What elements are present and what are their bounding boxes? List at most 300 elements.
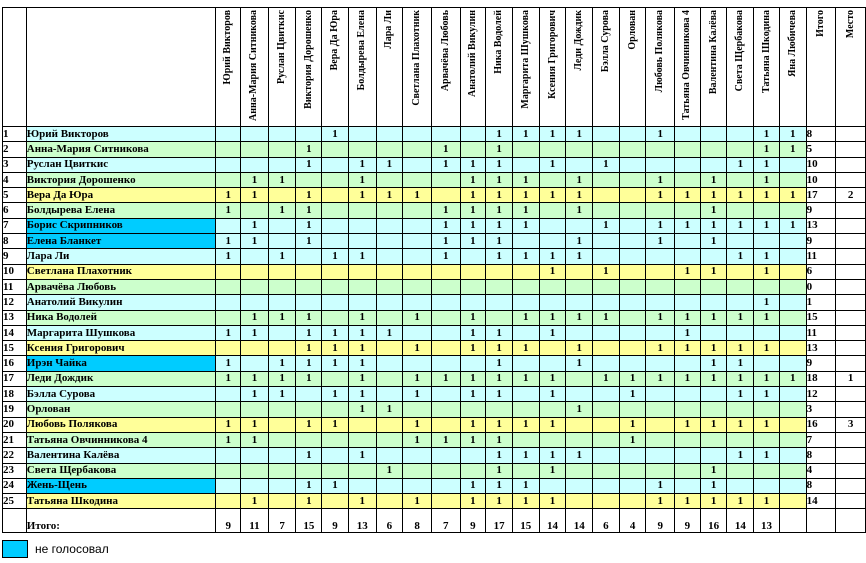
vote-cell: 1: [619, 387, 646, 402]
vote-cell: [322, 494, 349, 509]
vote-cell: 1: [403, 341, 432, 356]
vote-cell: [675, 249, 701, 264]
vote-cell: 1: [539, 448, 566, 463]
vote-cell: 1: [675, 417, 701, 432]
vote-cell: [241, 264, 269, 279]
vote-cell: [376, 478, 403, 493]
vote-cell: 1: [486, 387, 513, 402]
vote-cell: 1: [700, 218, 727, 233]
vote-cell: [675, 432, 701, 447]
vote-cell: [566, 494, 593, 509]
table-row: [3, 432, 866, 447]
column-header: [216, 8, 241, 127]
vote-cell: [376, 203, 403, 218]
row-place: [836, 234, 866, 249]
row-total: 8: [806, 448, 836, 463]
vote-cell: [403, 325, 432, 340]
vote-cell: [216, 157, 241, 172]
vote-cell: [727, 264, 754, 279]
vote-cell: [216, 341, 241, 356]
vote-cell: 1: [539, 249, 566, 264]
vote-cell: [431, 172, 460, 187]
row-total: 12: [806, 387, 836, 402]
vote-cell: 1: [296, 157, 322, 172]
row-total: 9: [806, 234, 836, 249]
vote-cell: 1: [754, 341, 780, 356]
participant-name: Болдырева Елена: [26, 203, 216, 218]
totals-number-cell: [3, 509, 27, 533]
vote-cell: 1: [539, 325, 566, 340]
vote-cell: 1: [403, 188, 432, 203]
vote-cell: 1: [675, 264, 701, 279]
vote-cell: [646, 295, 675, 310]
vote-cell: [348, 264, 376, 279]
row-total: 11: [806, 325, 836, 340]
vote-cell: [268, 264, 296, 279]
vote-cell: 1: [700, 264, 727, 279]
vote-cell: [675, 203, 701, 218]
total-header-label: Итого: [814, 10, 826, 37]
vote-cell: 1: [460, 203, 486, 218]
vote-cell: 1: [512, 172, 539, 187]
vote-cell: [566, 295, 593, 310]
row-total: 10: [806, 172, 836, 187]
row-place: [836, 157, 866, 172]
vote-cell: [539, 356, 566, 371]
participant-name: Жень-Щень: [26, 478, 216, 493]
vote-cell: [268, 142, 296, 157]
place-header: [836, 8, 866, 127]
vote-cell: 1: [431, 249, 460, 264]
participant-name: Виктория Дорошенко: [26, 172, 216, 187]
vote-cell: [322, 432, 349, 447]
table-row: [3, 371, 866, 386]
column-header: [779, 8, 806, 127]
vote-cell: [566, 432, 593, 447]
vote-cell: 1: [779, 218, 806, 233]
table-row: [3, 341, 866, 356]
vote-cell: [376, 142, 403, 157]
vote-cell: [675, 157, 701, 172]
header-row: [3, 8, 866, 127]
vote-cell: [675, 172, 701, 187]
row-number: 18: [3, 387, 27, 402]
vote-cell: [216, 172, 241, 187]
vote-cell: [512, 157, 539, 172]
vote-cell: 1: [566, 188, 593, 203]
vote-cell: 1: [241, 234, 269, 249]
column-total: 15: [512, 509, 539, 533]
vote-cell: [619, 279, 646, 294]
column-header: [754, 8, 780, 127]
vote-cell: [779, 494, 806, 509]
vote-cell: 1: [486, 249, 513, 264]
vote-cell: [296, 387, 322, 402]
column-header: [431, 8, 460, 127]
vote-cell: [460, 127, 486, 142]
vote-cell: [593, 279, 620, 294]
vote-cell: [322, 402, 349, 417]
place-header-label: Место: [844, 10, 856, 39]
vote-cell: [216, 142, 241, 157]
vote-cell: 1: [512, 188, 539, 203]
vote-cell: [727, 279, 754, 294]
vote-cell: [486, 402, 513, 417]
vote-cell: [460, 402, 486, 417]
vote-cell: 1: [460, 172, 486, 187]
participant-name: Орлован: [26, 402, 216, 417]
vote-cell: [619, 325, 646, 340]
vote-cell: 1: [539, 494, 566, 509]
vote-cell: [241, 448, 269, 463]
vote-cell: 1: [566, 172, 593, 187]
table-row: [3, 463, 866, 478]
vote-cell: 1: [348, 371, 376, 386]
vote-cell: [403, 402, 432, 417]
vote-cell: [296, 402, 322, 417]
vote-cell: 1: [296, 341, 322, 356]
vote-cell: 1: [727, 188, 754, 203]
vote-cell: [619, 448, 646, 463]
vote-cell: [376, 432, 403, 447]
vote-cell: [268, 157, 296, 172]
row-place: [836, 203, 866, 218]
vote-cell: [593, 188, 620, 203]
vote-cell: 1: [593, 157, 620, 172]
vote-cell: 1: [216, 371, 241, 386]
vote-cell: [241, 249, 269, 264]
vote-cell: 1: [296, 478, 322, 493]
vote-cell: 1: [619, 432, 646, 447]
row-number: 6: [3, 203, 27, 218]
vote-cell: 1: [486, 188, 513, 203]
vote-cell: [268, 234, 296, 249]
vote-cell: [322, 172, 349, 187]
row-number: 2: [3, 142, 27, 157]
column-header: [296, 8, 322, 127]
vote-cell: [675, 279, 701, 294]
vote-cell: 1: [539, 127, 566, 142]
row-place: [836, 432, 866, 447]
row-total: 9: [806, 356, 836, 371]
vote-cell: 1: [403, 371, 432, 386]
vote-cell: [403, 172, 432, 187]
vote-cell: 1: [460, 188, 486, 203]
vote-cell: 1: [241, 432, 269, 447]
row-total: 5: [806, 142, 836, 157]
row-number: 23: [3, 463, 27, 478]
vote-cell: [268, 448, 296, 463]
vote-cell: 1: [216, 325, 241, 340]
table-row: [3, 356, 866, 371]
vote-cell: 1: [593, 310, 620, 325]
vote-cell: [376, 341, 403, 356]
vote-cell: [512, 325, 539, 340]
vote-cell: [619, 234, 646, 249]
table-row: [3, 157, 866, 172]
row-number: 12: [3, 295, 27, 310]
vote-cell: [216, 387, 241, 402]
vote-cell: 1: [486, 203, 513, 218]
vote-cell: [700, 432, 727, 447]
vote-cell: [700, 157, 727, 172]
vote-cell: [727, 295, 754, 310]
column-header-label: Леди Дождик: [573, 10, 585, 71]
vote-cell: [241, 341, 269, 356]
column-total: 4: [619, 509, 646, 533]
vote-cell: [566, 157, 593, 172]
vote-cell: [539, 203, 566, 218]
vote-cell: 1: [348, 157, 376, 172]
vote-cell: [619, 218, 646, 233]
vote-cell: [216, 264, 241, 279]
vote-cell: 1: [460, 387, 486, 402]
vote-cell: [593, 295, 620, 310]
vote-cell: [348, 234, 376, 249]
vote-cell: [779, 402, 806, 417]
vote-cell: 1: [460, 218, 486, 233]
vote-cell: [268, 188, 296, 203]
vote-cell: [539, 234, 566, 249]
vote-cell: 1: [700, 478, 727, 493]
vote-cell: 1: [646, 172, 675, 187]
column-total: 6: [593, 509, 620, 533]
column-header: [376, 8, 403, 127]
vote-cell: 1: [460, 417, 486, 432]
vote-cell: [296, 279, 322, 294]
vote-cell: [754, 203, 780, 218]
column-header-label: Валентина Калёва: [707, 10, 719, 95]
vote-cell: [241, 356, 269, 371]
totals-place-cell: [836, 509, 866, 533]
vote-cell: [216, 494, 241, 509]
vote-cell: [727, 463, 754, 478]
vote-cell: [322, 218, 349, 233]
vote-cell: 1: [700, 172, 727, 187]
vote-cell: 1: [296, 417, 322, 432]
vote-cell: [268, 494, 296, 509]
row-number: 8: [3, 234, 27, 249]
vote-cell: [348, 432, 376, 447]
column-total: 14: [727, 509, 754, 533]
vote-cell: [322, 188, 349, 203]
participant-name: Ника Водолей: [26, 310, 216, 325]
vote-cell: [566, 264, 593, 279]
vote-cell: 1: [268, 203, 296, 218]
vote-cell: 1: [241, 188, 269, 203]
vote-cell: [431, 295, 460, 310]
table-row: [3, 188, 866, 203]
column-header: [727, 8, 754, 127]
participant-name: Ксения Григорович: [26, 341, 216, 356]
vote-cell: [779, 249, 806, 264]
vote-cell: [296, 295, 322, 310]
vote-cell: 1: [675, 371, 701, 386]
vote-cell: [539, 341, 566, 356]
vote-cell: [296, 463, 322, 478]
column-header: [646, 8, 675, 127]
vote-cell: [431, 448, 460, 463]
vote-cell: [322, 463, 349, 478]
vote-cell: 1: [700, 188, 727, 203]
vote-cell: [593, 463, 620, 478]
vote-cell: 1: [322, 356, 349, 371]
column-header-label: Любовь Полякова: [654, 10, 666, 93]
vote-cell: [727, 127, 754, 142]
vote-cell: 1: [727, 448, 754, 463]
row-number: 16: [3, 356, 27, 371]
column-total: 8: [403, 509, 432, 533]
vote-cell: 1: [675, 218, 701, 233]
vote-cell: 1: [754, 249, 780, 264]
vote-cell: 1: [512, 249, 539, 264]
vote-cell: 1: [593, 264, 620, 279]
vote-cell: 1: [593, 218, 620, 233]
participant-name: Любовь Полякова: [26, 417, 216, 432]
vote-cell: [376, 279, 403, 294]
vote-cell: [700, 448, 727, 463]
vote-cell: 1: [539, 371, 566, 386]
column-header-label: Татьяна Шкодина: [760, 10, 772, 93]
vote-cell: 1: [322, 249, 349, 264]
vote-cell: [754, 234, 780, 249]
vote-cell: [619, 203, 646, 218]
vote-cell: 1: [268, 172, 296, 187]
column-header-label: Светлана Плахотник: [411, 10, 423, 106]
vote-cell: [376, 448, 403, 463]
row-place: [836, 356, 866, 371]
vote-cell: [512, 279, 539, 294]
vote-cell: [566, 371, 593, 386]
vote-cell: 1: [539, 188, 566, 203]
column-total: 7: [268, 509, 296, 533]
vote-cell: [431, 188, 460, 203]
vote-cell: 1: [486, 157, 513, 172]
vote-cell: [268, 341, 296, 356]
vote-cell: 1: [431, 432, 460, 447]
table-row: [3, 203, 866, 218]
vote-cell: 1: [754, 494, 780, 509]
vote-cell: 1: [566, 448, 593, 463]
vote-cell: [268, 279, 296, 294]
row-total: 14: [806, 494, 836, 509]
table-row: [3, 295, 866, 310]
vote-cell: [348, 417, 376, 432]
vote-cell: [566, 142, 593, 157]
vote-cell: [268, 127, 296, 142]
vote-cell: [241, 478, 269, 493]
vote-cell: [727, 142, 754, 157]
vote-cell: [593, 478, 620, 493]
row-number: 21: [3, 432, 27, 447]
column-header: [403, 8, 432, 127]
vote-cell: [376, 172, 403, 187]
results-table-wrapper: [2, 7, 866, 533]
vote-cell: [431, 325, 460, 340]
vote-cell: 1: [486, 127, 513, 142]
vote-cell: [403, 203, 432, 218]
vote-cell: [348, 295, 376, 310]
vote-cell: 1: [646, 234, 675, 249]
vote-cell: [675, 478, 701, 493]
vote-cell: [675, 448, 701, 463]
vote-cell: [727, 325, 754, 340]
column-header-label: Орлован: [626, 10, 638, 50]
vote-cell: [646, 402, 675, 417]
vote-cell: [727, 478, 754, 493]
row-number: 4: [3, 172, 27, 187]
vote-cell: [619, 463, 646, 478]
vote-cell: 1: [296, 356, 322, 371]
vote-cell: [296, 172, 322, 187]
row-place: [836, 402, 866, 417]
vote-cell: 1: [486, 417, 513, 432]
vote-cell: [539, 172, 566, 187]
vote-cell: [646, 325, 675, 340]
vote-cell: 1: [727, 218, 754, 233]
vote-cell: 1: [539, 463, 566, 478]
vote-cell: 1: [646, 310, 675, 325]
header-number-cell: [3, 8, 27, 127]
vote-cell: [619, 188, 646, 203]
row-total: 4: [806, 463, 836, 478]
vote-cell: [593, 325, 620, 340]
vote-cell: 1: [460, 157, 486, 172]
column-header-label: Руслан Цвиткис: [276, 10, 288, 84]
vote-cell: 1: [268, 356, 296, 371]
vote-cell: 1: [512, 310, 539, 325]
row-number: 3: [3, 157, 27, 172]
vote-cell: 1: [322, 325, 349, 340]
column-header-label: Бэлла Сурова: [599, 10, 611, 73]
vote-cell: [241, 463, 269, 478]
vote-cell: [675, 402, 701, 417]
vote-cell: 1: [348, 341, 376, 356]
vote-cell: 1: [727, 494, 754, 509]
column-total: 7: [431, 509, 460, 533]
vote-cell: 1: [348, 249, 376, 264]
vote-cell: 1: [566, 249, 593, 264]
vote-cell: [700, 387, 727, 402]
vote-cell: 1: [675, 341, 701, 356]
vote-cell: [539, 142, 566, 157]
row-place: [836, 172, 866, 187]
vote-cell: [322, 157, 349, 172]
vote-cell: 1: [700, 463, 727, 478]
vote-cell: [754, 356, 780, 371]
vote-cell: [268, 478, 296, 493]
row-number: 20: [3, 417, 27, 432]
vote-cell: [268, 417, 296, 432]
vote-cell: [727, 203, 754, 218]
vote-cell: 1: [512, 218, 539, 233]
vote-cell: 1: [296, 142, 322, 157]
vote-cell: 1: [779, 188, 806, 203]
column-header-label: Арвачёва Любовь: [439, 10, 451, 92]
vote-cell: 1: [727, 157, 754, 172]
vote-cell: [322, 448, 349, 463]
vote-cell: [376, 218, 403, 233]
vote-cell: [403, 264, 432, 279]
vote-cell: 1: [566, 356, 593, 371]
vote-cell: [376, 264, 403, 279]
vote-cell: [403, 234, 432, 249]
vote-cell: 1: [431, 371, 460, 386]
vote-cell: 1: [754, 172, 780, 187]
vote-cell: [348, 142, 376, 157]
row-place: 3: [836, 417, 866, 432]
vote-cell: [566, 387, 593, 402]
